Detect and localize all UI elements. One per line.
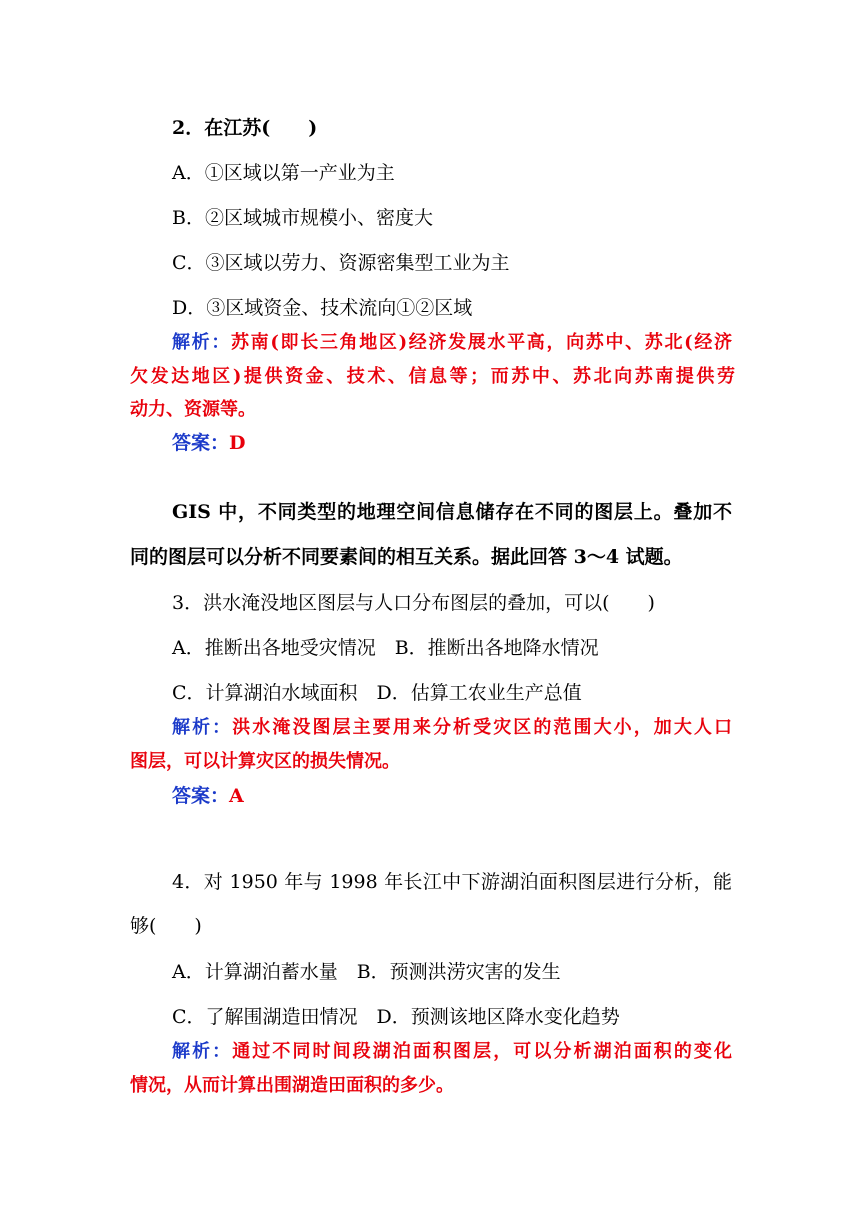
q2-explanation-label: 解析：: [172, 332, 232, 353]
q2-option-b: B．②区域城市规模小、密度大: [172, 207, 433, 229]
q4-stem-line-2: 够( ): [130, 915, 202, 937]
q3-stem: 3．洪水淹没地区图层与人口分布图层的叠加，可以( ): [172, 592, 655, 614]
q4-explanation-line-2: 情况，从而计算出围湖造田面积的多少。: [130, 1075, 454, 1096]
intro-line-2: 同的图层可以分析不同要素间的相互关系。据此回答 3～4 试题。: [130, 546, 683, 568]
q2-explanation-line-2: 欠发达地区)提供资金、技术、信息等；而苏中、苏北向苏南提供劳: [130, 366, 735, 387]
q3-explanation-line-1: 解析：洪水淹没图层主要用来分析受灾区的范围大小，加大人口: [172, 717, 733, 738]
q2-answer-label: 答案：: [172, 432, 230, 454]
q2-option-d: D．③区域资金、技术流向①②区域: [172, 297, 473, 319]
q2-option-a: A．①区域以第一产业为主: [172, 162, 395, 184]
q4-stem-line-1: 4．对 1950 年与 1998 年长江中下游湖泊面积图层进行分析，能: [172, 871, 732, 893]
q3-explanation-label: 解析：: [172, 717, 233, 738]
q4-explanation-line-1: 解析：通过不同时间段湖泊面积图层，可以分析湖泊面积的变化: [172, 1041, 733, 1062]
q3-answer: [172, 784, 732, 808]
q2-explanation-line-1: 解析：苏南(即长三角地区)经济发展水平高，向苏中、苏北(经济: [172, 332, 732, 353]
q2-answer-value: D: [229, 432, 246, 454]
q2-stem: 2．在江苏( ): [172, 117, 318, 139]
intro-line-1: GIS 中，不同类型的地理空间信息储存在不同的图层上。叠加不: [172, 501, 732, 523]
q3-options-row-1: A．推断出各地受灾情况 B．推断出各地降水情况: [172, 637, 599, 659]
q4-explanation-label: 解析：: [172, 1041, 233, 1062]
q3-options-row-2: C．计算湖泊水域面积 D．估算工农业生产总值: [172, 682, 582, 704]
q3-answer-value: A: [229, 785, 244, 807]
q2-explanation-line-3: 动力、资源等。: [130, 399, 256, 420]
q4-options-row-1: A．计算湖泊蓄水量 B．预测洪涝灾害的发生: [172, 961, 561, 983]
q3-answer-label: 答案：: [172, 785, 230, 807]
q3-explanation-line-2: 图层，可以计算灾区的损失情况。: [130, 751, 400, 772]
q4-options-row-2: C．了解围湖造田情况 D．预测该地区降水变化趋势: [172, 1006, 620, 1028]
q2-option-c: C．③区域以劳力、资源密集型工业为主: [172, 252, 510, 274]
q2-answer: [172, 431, 732, 455]
